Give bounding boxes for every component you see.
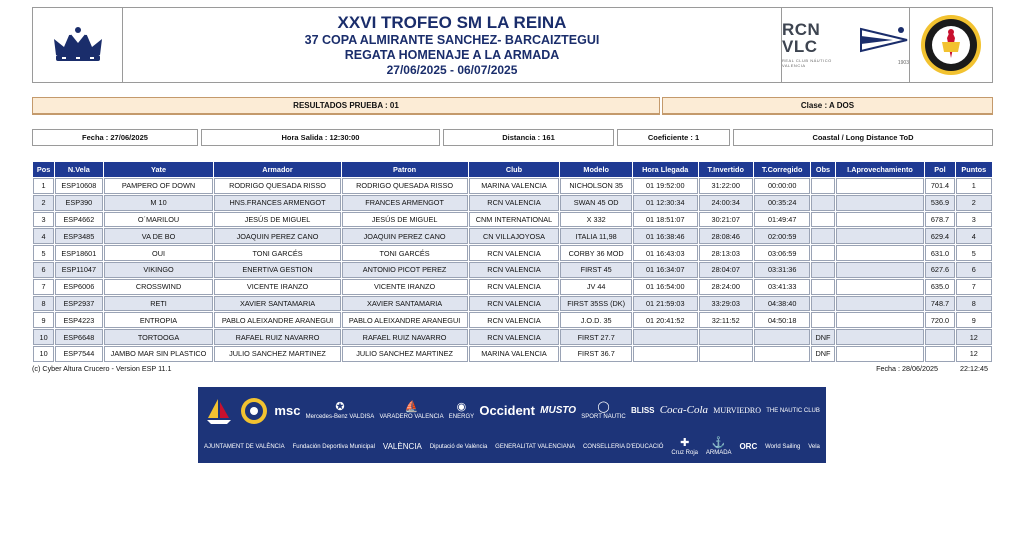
cell-club: RCN VALENCIA xyxy=(469,195,560,211)
cell-corrected-time: 04:50:18 xyxy=(754,312,810,328)
cell-yacht: PAMPERO OF DOWN xyxy=(104,178,214,194)
cell-arrival-time: 01 19:52:00 xyxy=(633,178,698,194)
col-header-points: Puntos xyxy=(956,162,992,177)
prueba-label: RESULTADOS PRUEBA : 01 xyxy=(32,97,660,115)
cell-points: 9 xyxy=(956,312,992,328)
table-row xyxy=(33,178,992,194)
cell-efficiency xyxy=(836,262,925,278)
col-header-corrected-time: T.Corregido xyxy=(754,162,810,177)
cell-club: MARINA VALENCIA xyxy=(469,346,560,362)
cell-corrected-time: 03:06:59 xyxy=(754,245,810,261)
cell-owner: RAFAEL RUIZ NAVARRO xyxy=(214,329,340,345)
sport-nautic-icon: ◯ xyxy=(597,401,610,414)
cell-points: 7 xyxy=(956,279,992,295)
cell-points: 5 xyxy=(956,245,992,261)
energy-icon: ◉ xyxy=(456,401,467,414)
cell-points: 12 xyxy=(956,346,992,362)
cell-efficiency xyxy=(836,329,925,345)
rcn-letters-top: RCN xyxy=(782,20,821,40)
cell-sail-number: ESP18601 xyxy=(55,245,102,261)
cell-club: CNM INTERNATIONAL xyxy=(469,212,560,228)
cell-club: CN VILLAJOYOSA xyxy=(469,228,560,244)
cell-elapsed-time: 32:11:52 xyxy=(699,312,753,328)
cell-points: 6 xyxy=(956,262,992,278)
cell-rating: 720.0 xyxy=(925,312,954,328)
cell-corrected-time: 03:41:33 xyxy=(754,279,810,295)
cell-pos: 6 xyxy=(33,262,54,278)
cell-pos: 1 xyxy=(33,178,54,194)
regatta-title-block xyxy=(123,8,782,82)
cell-corrected-time: 00:35:24 xyxy=(754,195,810,211)
cell-rating: 678.7 xyxy=(925,212,954,228)
cell-obs: DNF xyxy=(811,346,834,362)
cell-sail-number: ESP3485 xyxy=(55,228,102,244)
rfev-logo xyxy=(204,396,234,426)
cell-efficiency xyxy=(836,178,925,194)
race-info-row xyxy=(32,129,993,146)
sponsor-sport-nautic: ◯ SPORT NAUTIC xyxy=(581,401,626,420)
cell-pos: 3 xyxy=(33,212,54,228)
cell-model: ITALIA 11,98 xyxy=(560,228,632,244)
sponsor-murviedro: MURVIEDRO xyxy=(713,405,762,415)
partner-orc: ORC xyxy=(739,441,758,451)
cell-model: J.O.D. 35 xyxy=(560,312,632,328)
cell-corrected-time xyxy=(754,346,810,362)
cell-rating: 627.6 xyxy=(925,262,954,278)
race-date: Fecha : 27/06/2025 xyxy=(32,129,198,146)
cell-rating: 536.9 xyxy=(925,195,954,211)
partner-armada: ⚓ ARMADA xyxy=(705,437,732,456)
cell-model: FIRST 35SS (DK) xyxy=(560,296,632,312)
cell-obs xyxy=(811,312,834,328)
sponsors-banner xyxy=(198,387,826,463)
cell-arrival-time: 01 12:30:34 xyxy=(633,195,698,211)
partner-valencia: VALÈNCIA xyxy=(382,441,422,451)
cell-arrival-time: 01 16:43:03 xyxy=(633,245,698,261)
cell-elapsed-time: 24:00:34 xyxy=(699,195,753,211)
table-row xyxy=(33,296,992,312)
cell-sail-number: ESP390 xyxy=(55,195,102,211)
cell-points: 12 xyxy=(956,329,992,345)
col-header-model: Modelo xyxy=(560,162,632,177)
course-type: Coastal / Long Distance ToD xyxy=(733,129,993,146)
sponsor-nautic-club: THE NAUTIC CLUB xyxy=(766,407,820,414)
cell-owner: JESÚS DE MIGUEL xyxy=(214,212,340,228)
cell-skipper: JESÚS DE MIGUEL xyxy=(342,212,468,228)
royal-crown-logo xyxy=(33,8,123,82)
cell-skipper: RODRIGO QUESADA RISSO xyxy=(342,178,468,194)
cell-corrected-time: 01:49:47 xyxy=(754,212,810,228)
cell-owner: XAVIER SANTAMARIA xyxy=(214,296,340,312)
cell-rating xyxy=(925,346,954,362)
cell-club: RCN VALENCIA xyxy=(469,279,560,295)
cell-points: 3 xyxy=(956,212,992,228)
clase-label: Clase : A DOS xyxy=(662,97,993,115)
crown-icon xyxy=(50,25,106,65)
col-header-club: Club xyxy=(469,162,560,177)
result-bar xyxy=(32,97,993,115)
cell-yacht: RETI xyxy=(104,296,214,312)
cell-skipper: FRANCES ARMENGOT xyxy=(342,195,468,211)
cell-club: RCN VALENCIA xyxy=(469,312,560,328)
cell-yacht: M 10 xyxy=(104,195,214,211)
table-row xyxy=(33,245,992,261)
table-row xyxy=(33,329,992,345)
regatta-subtitle-copa: 37 COPA ALMIRANTE SANCHEZ- BARCAIZTEGUI xyxy=(304,33,600,48)
cell-club: RCN VALENCIA xyxy=(469,245,560,261)
cell-obs xyxy=(811,178,834,194)
cell-club: RCN VALENCIA xyxy=(469,262,560,278)
col-header-pos: Pos xyxy=(33,162,54,177)
cell-owner: JOAQUIN PEREZ CANO xyxy=(214,228,340,244)
table-row xyxy=(33,279,992,295)
cell-efficiency xyxy=(836,212,925,228)
cell-corrected-time: 04:38:40 xyxy=(754,296,810,312)
cell-skipper: ANTONIO PICOT PEREZ xyxy=(342,262,468,278)
cell-sail-number: ESP11047 xyxy=(55,262,102,278)
cell-pos: 7 xyxy=(33,279,54,295)
cell-elapsed-time xyxy=(699,329,753,345)
cell-elapsed-time xyxy=(699,346,753,362)
partner-ajuntament: AJUNTAMENT DE VALÈNCIA xyxy=(204,443,285,450)
col-header-sail-number: N.Vela xyxy=(55,162,102,177)
partner-vela: Vela xyxy=(808,443,820,450)
cell-efficiency xyxy=(836,279,925,295)
naval-seal-icon xyxy=(920,14,982,76)
cell-efficiency xyxy=(836,228,925,244)
sponsor-energy: ◉ ENERGY xyxy=(448,401,475,420)
cell-model: CORBY 36 MOD xyxy=(560,245,632,261)
cell-obs xyxy=(811,212,834,228)
cell-points: 2 xyxy=(956,195,992,211)
cell-owner: JULIO SANCHEZ MARTINEZ xyxy=(214,346,340,362)
cell-model: FIRST 27.7 xyxy=(560,329,632,345)
cell-elapsed-time: 28:08:46 xyxy=(699,228,753,244)
cell-yacht: ENTROPIA xyxy=(104,312,214,328)
cell-sail-number: ESP4662 xyxy=(55,212,102,228)
cell-yacht: VA DE BO xyxy=(104,228,214,244)
results-table xyxy=(32,161,993,363)
cell-skipper: TONI GARCÉS xyxy=(342,245,468,261)
cell-arrival-time: 01 21:59:03 xyxy=(633,296,698,312)
cell-elapsed-time: 28:04:07 xyxy=(699,262,753,278)
cell-model: SWAN 45 OD xyxy=(560,195,632,211)
cell-sail-number: ESP7544 xyxy=(55,346,102,362)
col-header-rating: Pol xyxy=(925,162,954,177)
cell-rating: 629.4 xyxy=(925,228,954,244)
cell-points: 4 xyxy=(956,228,992,244)
cell-elapsed-time: 28:13:03 xyxy=(699,245,753,261)
cell-pos: 10 xyxy=(33,346,54,362)
cell-rating: 748.7 xyxy=(925,296,954,312)
cell-owner: ENERTIVA GESTION xyxy=(214,262,340,278)
cell-skipper: JOAQUIN PEREZ CANO xyxy=(342,228,468,244)
partner-cruz-roja: ✚ Cruz Roja xyxy=(671,437,699,456)
cell-skipper: XAVIER SANTAMARIA xyxy=(342,296,468,312)
distance: Distancia : 161 xyxy=(443,129,614,146)
armada-seal-logo xyxy=(910,8,992,82)
table-row xyxy=(33,195,992,211)
cell-efficiency xyxy=(836,296,925,312)
cell-obs xyxy=(811,296,834,312)
rcn-letters-bottom: VLC xyxy=(782,36,818,56)
mercedes-star-icon: ✪ xyxy=(335,401,345,414)
print-date: Fecha : 28/06/2025 xyxy=(876,364,939,373)
sailboat-icon xyxy=(204,396,234,426)
cell-obs: DNF xyxy=(811,329,834,345)
partner-world-sailing: World Sailing xyxy=(765,443,801,450)
cell-club: RCN VALENCIA xyxy=(469,329,560,345)
sponsor-bliss: BLISS xyxy=(630,405,655,415)
cell-efficiency xyxy=(836,346,925,362)
varadero-icon: ⛵ xyxy=(404,401,419,414)
sponsor-varadero: ⛵ VARADERO VALENCIA xyxy=(379,401,444,420)
cell-model: FIRST 36.7 xyxy=(560,346,632,362)
cell-sail-number: ESP4223 xyxy=(55,312,102,328)
cell-club: MARINA VALENCIA xyxy=(469,178,560,194)
table-row xyxy=(33,262,992,278)
cell-arrival-time: 01 16:54:00 xyxy=(633,279,698,295)
sponsor-mercedes: ✪ Mercedes-Benz VALDISA xyxy=(305,401,375,420)
table-row xyxy=(33,228,992,244)
cell-model: X 332 xyxy=(560,212,632,228)
cell-yacht: JAMBO MAR SIN PLASTICO xyxy=(104,346,214,362)
cell-owner: TONI GARCÉS xyxy=(214,245,340,261)
sponsor-msc: msc xyxy=(274,403,301,419)
cell-owner: RODRIGO QUESADA RISSO xyxy=(214,178,340,194)
header xyxy=(32,7,993,83)
cell-pos: 8 xyxy=(33,296,54,312)
cell-corrected-time xyxy=(754,329,810,345)
table-body xyxy=(33,178,992,362)
coefficient: Coeficiente : 1 xyxy=(617,129,730,146)
cell-obs xyxy=(811,245,834,261)
cell-arrival-time xyxy=(633,346,698,362)
cell-owner: VICENTE IRANZO xyxy=(214,279,340,295)
partner-generalitat: GENERALITAT VALENCIANA xyxy=(495,443,576,450)
cell-skipper: JULIO SANCHEZ MARTINEZ xyxy=(342,346,468,362)
col-header-yacht: Yate xyxy=(104,162,214,177)
cell-points: 8 xyxy=(956,296,992,312)
cell-skipper: PABLO ALEIXANDRE ARANEGUI xyxy=(342,312,468,328)
cell-pos: 9 xyxy=(33,312,54,328)
cell-skipper: VICENTE IRANZO xyxy=(342,279,468,295)
col-header-arrival-time: Hora Llegada xyxy=(633,162,698,177)
cell-pos: 10 xyxy=(33,329,54,345)
cell-yacht: O´MARILOU xyxy=(104,212,214,228)
cell-owner: PABLO ALEIXANDRE ARANEGUI xyxy=(214,312,340,328)
cell-obs xyxy=(811,228,834,244)
cell-owner: HNS.FRANCES ARMENGOT xyxy=(214,195,340,211)
cell-sail-number: ESP6648 xyxy=(55,329,102,345)
col-header-owner: Armador xyxy=(214,162,340,177)
partner-fdm: Fundación Deportiva Municipal xyxy=(292,443,375,450)
cell-elapsed-time: 28:24:00 xyxy=(699,279,753,295)
col-header-efficiency: I.Aprovechamiento xyxy=(836,162,925,177)
cell-arrival-time xyxy=(633,329,698,345)
cell-obs xyxy=(811,195,834,211)
cell-obs xyxy=(811,279,834,295)
sponsor-musto: MUSTO xyxy=(540,404,577,416)
partner-conselleria: CONSELLERIA D'EDUCACIÓ xyxy=(582,443,664,450)
cell-model: NICHOLSON 35 xyxy=(560,178,632,194)
cell-elapsed-time: 30:21:07 xyxy=(699,212,753,228)
rcn-valencia-logo xyxy=(782,8,910,82)
cell-rating: 635.0 xyxy=(925,279,954,295)
cell-sail-number: ESP6006 xyxy=(55,279,102,295)
regatta-subtitle-homenaje: REGATA HOMENAJE A LA ARMADA xyxy=(344,47,560,62)
cell-rating: 631.0 xyxy=(925,245,954,261)
col-header-obs: Obs xyxy=(811,162,834,177)
cell-arrival-time: 01 20:41:52 xyxy=(633,312,698,328)
cell-model: FIRST 45 xyxy=(560,262,632,278)
software-version: (c) Cyber Altura Crucero - Version ESP 11.1 xyxy=(32,364,172,373)
cell-efficiency xyxy=(836,312,925,328)
regatta-title: XXVI TROFEO SM LA REINA xyxy=(337,13,567,33)
anchor-icon: ⚓ xyxy=(711,437,726,450)
cell-yacht: OUI xyxy=(104,245,214,261)
cell-yacht: CROSSWIND xyxy=(104,279,214,295)
print-time: 22:12:45 xyxy=(960,364,988,373)
pennant-flag-icon xyxy=(859,25,909,55)
cell-arrival-time: 01 16:38:46 xyxy=(633,228,698,244)
cell-elapsed-time: 33:29:03 xyxy=(699,296,753,312)
cell-club: RCN VALENCIA xyxy=(469,296,560,312)
cell-elapsed-time: 31:22:00 xyxy=(699,178,753,194)
table-row xyxy=(33,312,992,328)
rcn-year: 1903 xyxy=(897,59,909,66)
cell-corrected-time: 03:31:36 xyxy=(754,262,810,278)
sponsor-occident: Occident xyxy=(479,403,535,419)
cell-corrected-time: 00:00:00 xyxy=(754,178,810,194)
cell-arrival-time: 01 18:51:07 xyxy=(633,212,698,228)
cell-skipper: RAFAEL RUIZ NAVARRO xyxy=(342,329,468,345)
cell-sail-number: ESP2937 xyxy=(55,296,102,312)
armada-emblem xyxy=(239,396,269,426)
col-header-elapsed-time: T.Invertido xyxy=(699,162,753,177)
cell-efficiency xyxy=(836,245,925,261)
table-row xyxy=(33,346,992,362)
emblem-icon xyxy=(239,396,269,426)
cell-points: 1 xyxy=(956,178,992,194)
sponsor-cocacola: Coca-Cola xyxy=(659,404,708,417)
table-row xyxy=(33,212,992,228)
cell-model: JV 44 xyxy=(560,279,632,295)
regatta-dates: 27/06/2025 - 06/07/2025 xyxy=(386,62,518,77)
col-header-skipper: Patron xyxy=(342,162,468,177)
start-time: Hora Salida : 12:30:00 xyxy=(201,129,440,146)
cell-obs xyxy=(811,262,834,278)
cell-corrected-time: 02:00:59 xyxy=(754,228,810,244)
print-timestamp xyxy=(856,364,988,373)
cell-arrival-time: 01 16:34:07 xyxy=(633,262,698,278)
cell-sail-number: ESP10608 xyxy=(55,178,102,194)
cell-pos: 4 xyxy=(33,228,54,244)
cell-rating xyxy=(925,329,954,345)
sponsors-row-2 xyxy=(204,434,820,460)
cell-yacht: TORTOOGA xyxy=(104,329,214,345)
red-cross-icon: ✚ xyxy=(680,437,690,450)
table-header-row xyxy=(33,162,992,177)
partner-diputacio: Diputació de València xyxy=(429,443,488,450)
cell-rating: 701.4 xyxy=(925,178,954,194)
cell-pos: 2 xyxy=(33,195,54,211)
cell-pos: 5 xyxy=(33,245,54,261)
cell-efficiency xyxy=(836,195,925,211)
cell-yacht: VIKINGO xyxy=(104,262,214,278)
rcn-subtitle: REAL CLUB NÁUTICO VALENCIA xyxy=(782,57,832,68)
sponsors-row-1 xyxy=(204,391,820,431)
